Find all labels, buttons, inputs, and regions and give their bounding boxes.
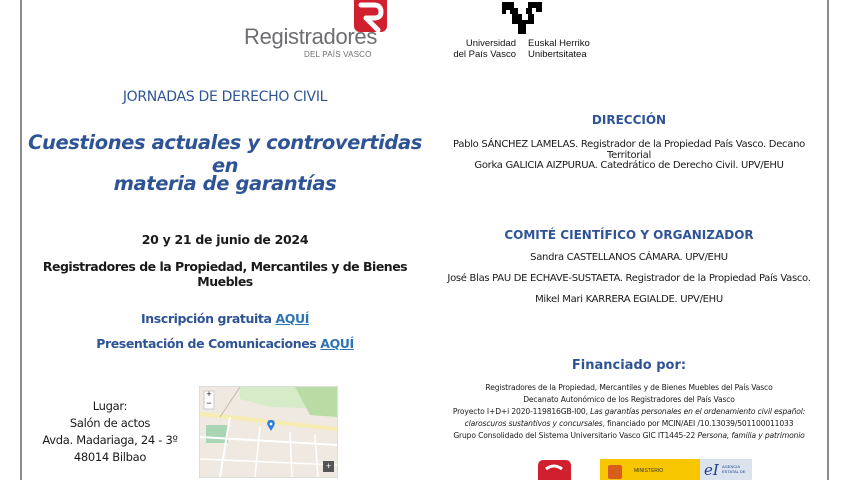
submissions-link[interactable]: AQUÍ [320,336,354,351]
event-organizer: Registradores de la Propiedad, Mercantiles y de Bienes Muebles [42,259,408,289]
upv-basque-name: Euskal Herriko Unibertsitatea [528,38,590,60]
upv-spanish-name: Universidad del País Vasco [453,38,516,60]
comite-member: Mikel Mari KARRERA EGIALDE. UPV/EHU [535,294,723,305]
funding-details: Registradores de la Propiedad, Mercantiles y de Bienes Muebles del País Vasco Decanato Autonómico de los Registradores del País Vasco Proyecto I+D+i 2020-119816GB-I00, Las garantías personales en el ordenamiento civil español: claroscuros sustantivos y concursales, financiado por MCIN/AEI /10.13039/501100011033 Grupo Consolidado del Sistema Universitario Vasco GIC IT1445-22 Persona, familia y patrimonio [452,383,806,440]
venue-map[interactable] [199,386,338,478]
agencia-estatal-logo: eI AGENCIA ESTATAL DE [700,459,752,480]
upv-ehu-logo [448,0,608,62]
registradores-wordmark: Registradores [244,24,378,49]
agencia-ei-icon: eI [704,461,719,479]
comite-member: Sandra CASTELLANOS CÁMARA. UPV/EHU [530,252,728,263]
registradores-logo [244,0,394,62]
funding-heading: Financiado por: [571,358,687,373]
event-title-line1: Cuestiones actuales y controvertidas en [28,131,422,177]
spain-coat-of-arms-icon [608,465,622,479]
map-zoom-out-button[interactable]: − [206,398,212,408]
venue-label: Lugar: [92,399,128,413]
series-label: JORNADAS DE DERECHO CIVIL [122,89,328,105]
event-title-line2: materia de garantías [113,172,337,195]
comite-member: José Blas PAU DE ECHAVE-SUSTAETA. Registrador de la Propiedad País Vasco. [447,273,811,284]
venue-info [40,398,180,466]
location-pin-icon [267,420,275,431]
submissions-line: Presentación de Comunicaciones AQUÍ [96,336,354,351]
registradores-small-logo [538,460,571,480]
venue-room: Salón de actos [69,416,151,430]
direccion-heading: DIRECCIÓN [591,113,667,127]
event-date: 20 y 21 de junio de 2024 [141,232,309,247]
map-expand-button[interactable]: + [323,461,334,472]
registration-link[interactable]: AQUÍ [275,311,309,326]
funder-logos [538,459,758,480]
direccion-member: Gorka GALICIA AIZPURUA. Catedrático de Derecho Civil. UPV/EHU [474,160,784,171]
venue-city: 48014 Bilbao [73,450,147,464]
direccion-member: Pablo SÁNCHEZ LAMELAS. Registrador de la Propiedad País Vasco. Decano Territorial [453,139,805,161]
comite-heading: COMITÉ CIENTÍFICO Y ORGANIZADOR [504,228,754,242]
map-zoom-in-button[interactable]: + [206,389,212,399]
venue-address: Avda. Madariaga, 24 - 3º [42,433,178,447]
ministerio-logo: MINISTERIO [600,459,700,480]
registradores-subtitle: DEL PAÍS VASCO [304,50,372,59]
upv-tree-icon [498,0,546,36]
registration-line: Inscripción gratuita AQUÍ [141,311,309,326]
map-tiles [200,387,337,477]
